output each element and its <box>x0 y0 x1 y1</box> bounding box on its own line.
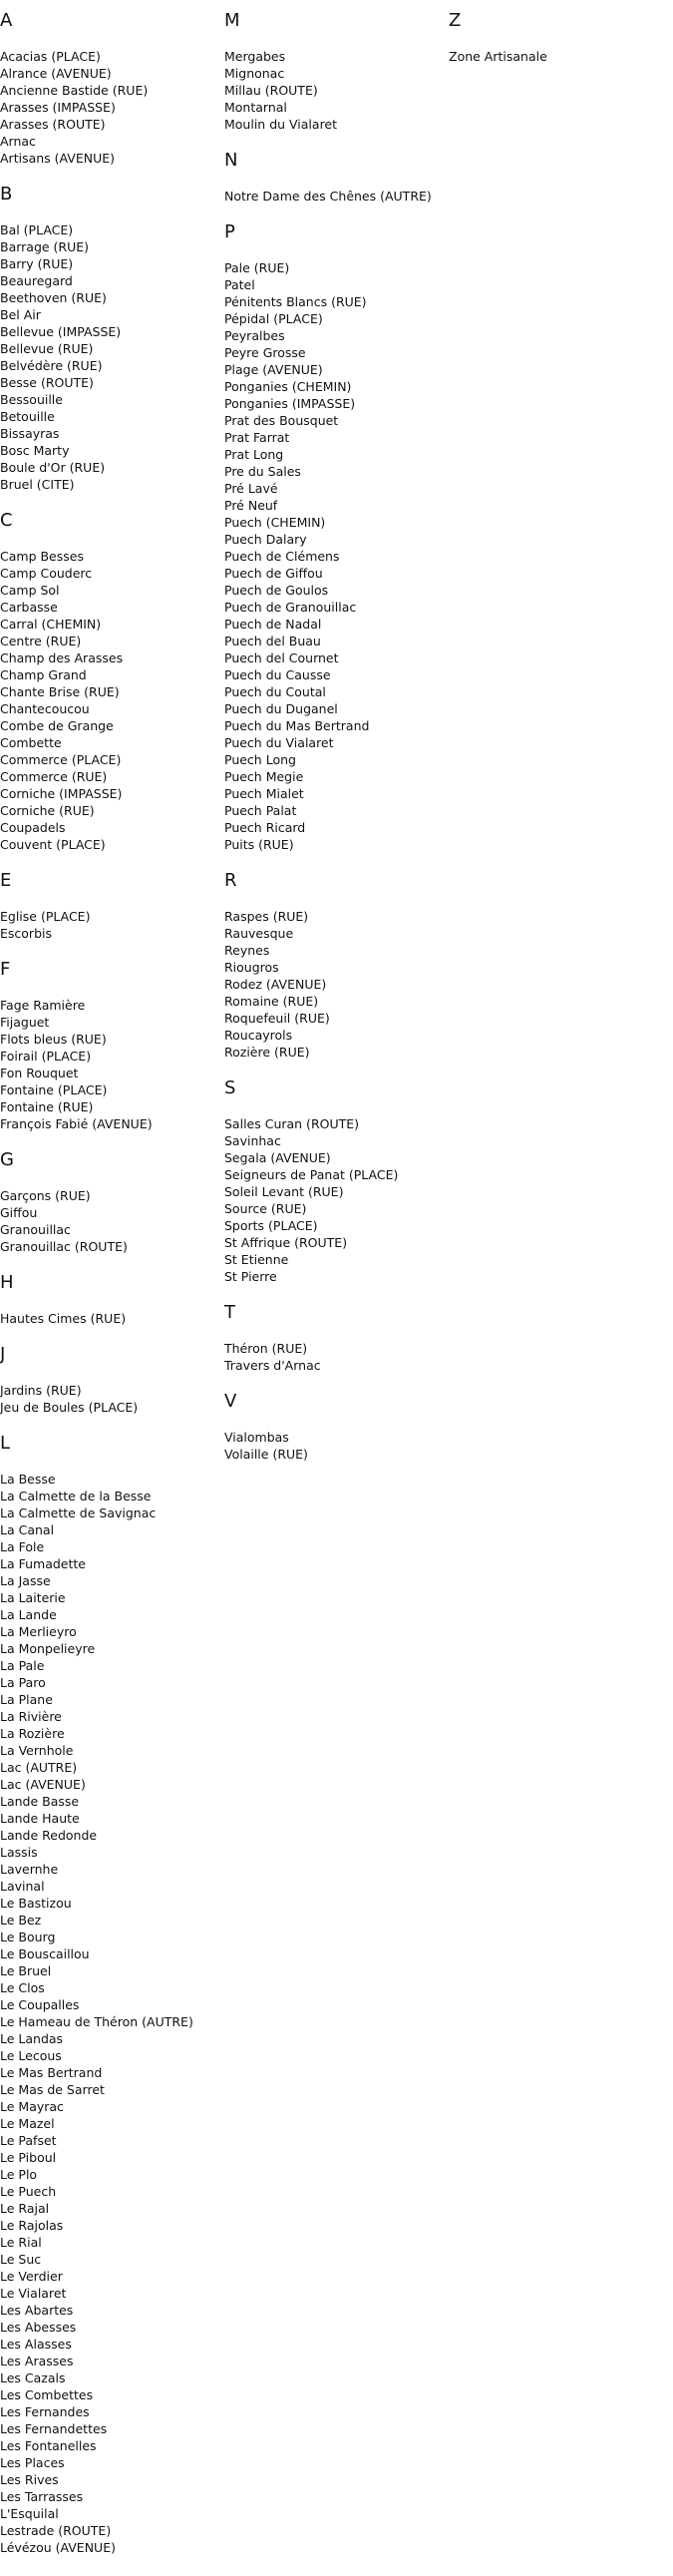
street-link[interactable]: Acacias (PLACE) <box>0 49 101 64</box>
letter-group <box>0 1433 219 2556</box>
street-link[interactable]: Le Landas <box>0 2031 64 2046</box>
street-link[interactable]: Les Abesses <box>0 2320 77 2335</box>
street-link[interactable]: Puech du Coutal <box>224 684 326 699</box>
street-link[interactable]: Puech de Granouillac <box>224 600 357 615</box>
street-link[interactable]: Pré Lavé <box>224 481 278 496</box>
street-link[interactable]: La Vernhole <box>0 1743 74 1758</box>
street-link[interactable]: Pépidal (PLACE) <box>224 311 323 326</box>
letter-heading: R <box>224 870 237 891</box>
street-link[interactable]: Puech de Clémens <box>224 549 340 564</box>
street-link[interactable]: Zone Artisanale <box>449 49 547 64</box>
street-link[interactable]: Millau (ROUTE) <box>224 83 318 98</box>
street-link[interactable]: Puech Ricard <box>224 820 306 835</box>
street-link[interactable]: Combe de Grange <box>0 718 114 733</box>
letter-group <box>0 184 219 493</box>
street-link[interactable]: Lande Basse <box>0 1794 80 1809</box>
street-link[interactable]: La Canal <box>0 1522 55 1537</box>
street-link[interactable]: La Calmette de Savignac <box>0 1505 157 1520</box>
street-list <box>224 908 444 1061</box>
street-link[interactable]: La Plane <box>0 1692 53 1707</box>
street-list <box>0 1471 219 2556</box>
street-link[interactable]: Segala (AVENUE) <box>224 1150 331 1165</box>
letter-heading: M <box>224 10 240 31</box>
street-link[interactable]: Prat des Bousquet <box>224 413 339 428</box>
letter-group <box>224 10 444 133</box>
street-list <box>0 1187 219 1255</box>
street-link[interactable]: Puech du Causse <box>224 667 331 682</box>
street-link[interactable]: Granouillac <box>0 1222 71 1237</box>
letter-group <box>0 959 219 1132</box>
street-link[interactable]: Théron (RUE) <box>224 1341 308 1356</box>
street-link[interactable]: Barrage (RUE) <box>0 239 90 254</box>
street-link[interactable]: Source (RUE) <box>224 1201 307 1216</box>
street-link[interactable]: Fon Rouquet <box>0 1066 79 1080</box>
street-link[interactable]: Ponganies (IMPASSE) <box>224 396 356 411</box>
street-link[interactable]: Lévézou (AVENUE) <box>0 2540 116 2555</box>
street-link[interactable]: Les Fernandes <box>0 2404 90 2419</box>
street-link[interactable]: Reynes <box>224 943 270 958</box>
street-link[interactable]: Puech Palat <box>224 803 297 818</box>
letter-heading: S <box>224 1077 236 1098</box>
street-link[interactable]: Le Bouscaillou <box>0 1946 90 1961</box>
street-link[interactable]: Le Piboul <box>0 2150 57 2165</box>
letter-group <box>224 221 444 853</box>
street-link[interactable]: Le Mas de Sarret <box>0 2082 105 2097</box>
street-link[interactable]: La Monpelieyre <box>0 1641 96 1656</box>
street-link[interactable]: Betouille <box>0 409 55 424</box>
street-link[interactable]: Les Fernandettes <box>0 2421 108 2436</box>
letter-heading: T <box>224 1302 235 1323</box>
street-link[interactable]: Puech Megie <box>224 769 304 784</box>
letter-group <box>0 1344 219 1416</box>
letter-heading: H <box>0 1272 14 1293</box>
street-link[interactable]: Combette <box>0 735 62 750</box>
letter-heading: V <box>224 1391 237 1412</box>
letter-group <box>224 870 444 1061</box>
street-list <box>0 997 219 1132</box>
street-link[interactable]: Pale (RUE) <box>224 260 290 275</box>
street-link[interactable]: Le Vialaret <box>0 2286 67 2301</box>
street-link[interactable]: Les Places <box>0 2455 65 2470</box>
street-link[interactable]: Granouillac (ROUTE) <box>0 1239 128 1254</box>
letter-heading: G <box>0 1149 14 1170</box>
letter-group <box>224 1302 444 1374</box>
street-link[interactable]: Garçons (RUE) <box>0 1188 91 1203</box>
street-link[interactable]: Lavinal <box>0 1879 45 1894</box>
street-link[interactable]: St Etienne <box>224 1252 289 1267</box>
street-link[interactable]: Le Suc <box>0 2252 42 2267</box>
street-link[interactable]: Commerce (PLACE) <box>0 752 122 767</box>
street-link[interactable]: Rodez (AVENUE) <box>224 977 327 992</box>
letter-heading: L <box>0 1433 11 1454</box>
street-link[interactable]: Notre Dame des Chênes (AUTRE) <box>224 189 432 204</box>
street-link[interactable]: Escorbis <box>0 926 52 941</box>
street-link[interactable]: Romaine (RUE) <box>224 994 319 1009</box>
letter-group <box>0 1149 219 1255</box>
street-link[interactable]: Giffou <box>0 1205 38 1220</box>
street-link[interactable]: Camp Sol <box>0 583 60 598</box>
street-link[interactable]: Le Verdier <box>0 2269 63 2284</box>
street-link[interactable]: Pénitents Blancs (RUE) <box>224 294 367 309</box>
street-link[interactable]: La Pale <box>0 1658 45 1673</box>
street-link[interactable]: Prat Long <box>224 447 284 462</box>
street-link[interactable]: Peyralbes <box>224 328 285 343</box>
street-link[interactable]: Lassis <box>0 1845 38 1860</box>
letter-heading: N <box>224 150 238 171</box>
street-link[interactable]: Le Bruel <box>0 1963 52 1978</box>
street-link[interactable]: Camp Couderc <box>0 566 93 581</box>
street-link[interactable]: Puech Dalary <box>224 532 307 547</box>
street-link[interactable]: Arasses (IMPASSE) <box>0 100 116 115</box>
street-link[interactable]: Artisans (AVENUE) <box>0 151 115 166</box>
street-list <box>0 1310 219 1327</box>
street-link[interactable]: Eglise (PLACE) <box>0 909 91 924</box>
street-link[interactable]: Rauvesque <box>224 926 294 941</box>
street-link[interactable]: Jeu de Boules (PLACE) <box>0 1400 139 1415</box>
street-index-column-2 <box>224 0 444 1480</box>
letter-group <box>224 150 444 205</box>
street-link[interactable]: Jardins (RUE) <box>0 1383 82 1398</box>
street-link[interactable]: Roquefeuil (RUE) <box>224 1011 330 1026</box>
street-link[interactable]: Sports (PLACE) <box>224 1218 318 1233</box>
street-link[interactable]: La Merlieyro <box>0 1624 77 1639</box>
street-list <box>0 908 219 942</box>
street-link[interactable]: Prat Farrat <box>224 430 290 445</box>
street-list <box>0 48 219 167</box>
street-link[interactable]: Pre du Sales <box>224 464 301 479</box>
street-link[interactable]: La Fole <box>0 1539 45 1554</box>
street-list <box>224 1340 444 1374</box>
street-link[interactable]: Chantecoucou <box>0 701 90 716</box>
street-link[interactable]: Puits (RUE) <box>224 837 294 852</box>
street-list <box>224 1115 444 1285</box>
street-link[interactable]: Plage (AVENUE) <box>224 362 323 377</box>
street-link[interactable]: Les Alasses <box>0 2337 72 2352</box>
letter-group <box>224 1077 444 1285</box>
street-link[interactable]: Mignonac <box>224 66 285 81</box>
letter-heading: C <box>0 510 13 531</box>
street-list <box>0 548 219 853</box>
street-link[interactable]: Salles Curan (ROUTE) <box>224 1116 360 1131</box>
street-link[interactable]: Le Lecous <box>0 2048 62 2063</box>
street-link[interactable]: Le Coupalles <box>0 1997 80 2012</box>
street-link[interactable]: Foirail (PLACE) <box>0 1049 92 1064</box>
street-link[interactable]: La Fumadette <box>0 1556 86 1571</box>
street-link[interactable]: La Jasse <box>0 1573 51 1588</box>
street-link[interactable]: Bal (PLACE) <box>0 222 74 237</box>
street-link[interactable]: Champ des Arasses <box>0 650 124 665</box>
street-link[interactable]: Le Rajal <box>0 2201 50 2216</box>
street-link[interactable]: Lac (AUTRE) <box>0 1760 78 1775</box>
street-link[interactable]: Ancienne Bastide (RUE) <box>0 83 149 98</box>
street-link[interactable]: Vialombas <box>224 1430 289 1445</box>
letter-group <box>0 510 219 853</box>
street-link[interactable]: Puech du Duganel <box>224 701 338 716</box>
street-link[interactable]: Moulin du Vialaret <box>224 117 338 132</box>
street-link[interactable]: Beethoven (RUE) <box>0 290 107 305</box>
street-link[interactable]: Seigneurs de Panat (PLACE) <box>224 1167 399 1182</box>
street-link[interactable]: François Fabié (AVENUE) <box>0 1116 153 1131</box>
street-link[interactable]: Lac (AVENUE) <box>0 1777 86 1792</box>
street-link[interactable]: Centre (RUE) <box>0 634 82 648</box>
street-link[interactable]: Roucayrols <box>224 1028 293 1043</box>
street-link[interactable]: Besse (ROUTE) <box>0 375 94 390</box>
street-link[interactable]: Bissayras <box>0 426 60 441</box>
street-list <box>449 48 668 65</box>
street-link[interactable]: Puech Long <box>224 752 296 767</box>
letter-group <box>0 870 219 942</box>
street-link[interactable]: Fijaguet <box>0 1015 50 1030</box>
street-link[interactable]: Couvent (PLACE) <box>0 837 106 852</box>
street-link[interactable]: Champ Grand <box>0 667 87 682</box>
street-link[interactable]: Commerce (RUE) <box>0 769 108 784</box>
street-link[interactable]: Puech del Buau <box>224 634 321 648</box>
street-link[interactable]: Bruel (CITE) <box>0 477 75 492</box>
street-link[interactable]: La Laiterie <box>0 1590 66 1605</box>
street-link[interactable]: Le Mazel <box>0 2116 55 2131</box>
street-link[interactable]: Le Mas Bertrand <box>0 2065 103 2080</box>
letter-heading: E <box>0 870 12 891</box>
street-link[interactable]: Lande Haute <box>0 1811 80 1826</box>
street-link[interactable]: Les Arasses <box>0 2354 74 2368</box>
letter-heading: A <box>0 10 13 31</box>
street-link[interactable]: Chante Brise (RUE) <box>0 684 120 699</box>
street-link[interactable]: Raspes (RUE) <box>224 909 309 924</box>
street-link[interactable]: Savinhac <box>224 1133 281 1148</box>
street-link[interactable]: Le Hameau de Théron (AUTRE) <box>0 2014 193 2029</box>
street-link[interactable]: Les Cazals <box>0 2370 66 2385</box>
street-link[interactable]: Bessouille <box>0 392 63 407</box>
street-link[interactable]: Travers d'Arnac <box>224 1358 321 1373</box>
street-link[interactable]: Le Bastizou <box>0 1896 72 1911</box>
street-link[interactable]: Hautes Cimes (RUE) <box>0 1311 127 1326</box>
street-index-column-1 <box>0 0 219 2573</box>
street-link[interactable]: Carral (CHEMIN) <box>0 617 102 632</box>
street-link[interactable]: Les Abartes <box>0 2303 74 2318</box>
street-list <box>0 1382 219 1416</box>
street-link[interactable]: La Paro <box>0 1675 46 1690</box>
street-link[interactable]: Le Puech <box>0 2184 57 2199</box>
street-link[interactable]: Bellevue (IMPASSE) <box>0 324 122 339</box>
street-list <box>0 221 219 493</box>
street-link[interactable]: Rozière (RUE) <box>224 1045 310 1060</box>
street-link[interactable]: Puech del Cournet <box>224 650 339 665</box>
street-link[interactable]: Le Rial <box>0 2235 42 2250</box>
street-link[interactable]: Le Rajolas <box>0 2218 64 2233</box>
street-link[interactable]: Barry (RUE) <box>0 256 74 271</box>
street-link[interactable]: Boule d'Or (RUE) <box>0 460 106 475</box>
street-link[interactable]: Fage Ramière <box>0 998 86 1013</box>
street-link[interactable]: Alrance (AVENUE) <box>0 66 112 81</box>
street-link[interactable]: Les Fontanelles <box>0 2438 97 2453</box>
letter-heading: J <box>0 1344 6 1365</box>
street-link[interactable]: Volaille (RUE) <box>224 1447 308 1462</box>
street-link[interactable]: Belvédère (RUE) <box>0 358 103 373</box>
street-link[interactable]: La Rozière <box>0 1726 65 1741</box>
street-link[interactable]: Fontaine (PLACE) <box>0 1082 108 1097</box>
street-link[interactable]: Flots bleus (RUE) <box>0 1032 107 1047</box>
street-link[interactable]: Puech de Giffou <box>224 566 323 581</box>
street-link[interactable]: Puech du Vialaret <box>224 735 334 750</box>
street-link[interactable]: Corniche (RUE) <box>0 803 95 818</box>
street-link[interactable]: Puech du Mas Bertrand <box>224 718 370 733</box>
street-link[interactable]: Pré Neuf <box>224 498 278 513</box>
street-link[interactable]: St Pierre <box>224 1269 277 1284</box>
street-link[interactable]: Beauregard <box>0 273 73 288</box>
street-link[interactable]: St Affrique (ROUTE) <box>224 1235 348 1250</box>
street-link[interactable]: Corniche (IMPASSE) <box>0 786 123 801</box>
street-link[interactable]: Puech de Goulos <box>224 583 329 598</box>
street-link[interactable]: Les Rives <box>0 2472 59 2487</box>
letter-heading: F <box>0 959 11 980</box>
street-link[interactable]: Soleil Levant (RUE) <box>224 1184 344 1199</box>
street-link[interactable]: Puech Mialet <box>224 786 304 801</box>
street-link[interactable]: Les Combettes <box>0 2387 94 2402</box>
street-link[interactable]: La Lande <box>0 1607 57 1622</box>
street-link[interactable]: Puech de Nadal <box>224 617 322 632</box>
letter-group <box>449 10 668 65</box>
street-link[interactable]: Camp Besses <box>0 549 84 564</box>
street-link[interactable]: Lestrade (ROUTE) <box>0 2523 112 2538</box>
street-link[interactable]: Peyre Grosse <box>224 345 306 360</box>
street-link[interactable]: La Calmette de la Besse <box>0 1489 152 1503</box>
street-list <box>224 188 444 205</box>
letter-heading: Z <box>449 10 462 31</box>
street-link[interactable]: Le Bez <box>0 1913 42 1928</box>
street-link[interactable]: La Besse <box>0 1472 56 1487</box>
street-list <box>224 1429 444 1463</box>
street-list <box>224 259 444 853</box>
letter-heading: B <box>0 184 13 205</box>
street-link[interactable]: Coupadels <box>0 820 66 835</box>
letter-group <box>224 1391 444 1463</box>
street-link[interactable]: Ponganies (CHEMIN) <box>224 379 352 394</box>
street-link[interactable]: Bosc Marty <box>0 443 70 458</box>
letter-group <box>0 1272 219 1327</box>
street-link[interactable]: Patel <box>224 277 255 292</box>
street-link[interactable]: Mergabes <box>224 49 286 64</box>
letter-heading: P <box>224 221 235 242</box>
street-link[interactable]: Arasses (ROUTE) <box>0 117 106 132</box>
street-link[interactable]: Lavernhe <box>0 1862 59 1877</box>
street-link[interactable]: Arnac <box>0 134 36 149</box>
street-link[interactable]: Le Clos <box>0 1980 45 1995</box>
street-index-column-3 <box>449 0 668 82</box>
street-link[interactable]: L'Esquilal <box>0 2506 59 2521</box>
street-link[interactable]: Lande Redonde <box>0 1828 98 1843</box>
street-link[interactable]: Le Mayrac <box>0 2099 64 2114</box>
street-link[interactable]: Le Pafset <box>0 2133 57 2148</box>
street-link[interactable]: Bel Air <box>0 307 41 322</box>
letter-group <box>0 10 219 167</box>
street-link[interactable]: Carbasse <box>0 600 58 615</box>
street-link[interactable]: Riougros <box>224 960 279 975</box>
street-list <box>224 48 444 133</box>
street-link[interactable]: Puech (CHEMIN) <box>224 515 326 530</box>
street-link[interactable]: Montarnal <box>224 100 287 115</box>
street-link[interactable]: Les Tarrasses <box>0 2489 84 2504</box>
street-link[interactable]: Le Plo <box>0 2167 38 2182</box>
street-link[interactable]: Le Bourg <box>0 1930 56 1944</box>
street-link[interactable]: Bellevue (RUE) <box>0 341 94 356</box>
street-link[interactable]: Fontaine (RUE) <box>0 1099 94 1114</box>
street-link[interactable]: La Rivière <box>0 1709 62 1724</box>
